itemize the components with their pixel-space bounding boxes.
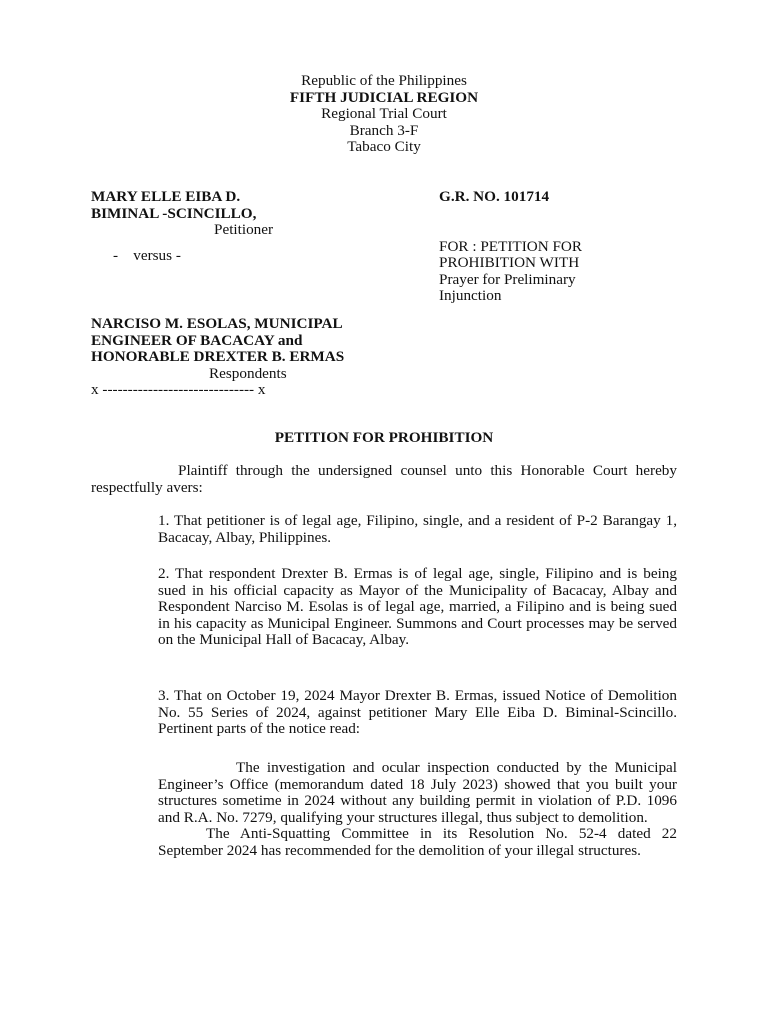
case-nature-line3: Prayer for Preliminary xyxy=(439,270,576,288)
petitioner-role: Petitioner xyxy=(214,221,274,239)
caption-separator: x ------------------------------ x xyxy=(91,381,266,399)
quote-paragraph-1: The investigation and ocular inspection conducted by the Municipal Engineer’s Office (memorandum dated 18 July 2023) showed that you built your structures sometime in 2024 without any building permit in violation of P.D. 1096 and R.A. No. 7279, qualifying your structures illegal, thus subject to demolition. xyxy=(158,759,677,826)
paragraph-1: 1. That petitioner is of legal age, Filipino, single, and a resident of P-2 Barangay 1, Bacacay, Albay, Philippines. xyxy=(158,512,677,546)
respondent-line3: HONORABLE DREXTER B. ERMAS xyxy=(91,348,345,366)
header-republic: Republic of the Philippines xyxy=(301,72,467,89)
case-nature-line4: Injunction xyxy=(439,287,502,305)
petitioner-name-line1: MARY ELLE EIBA D. xyxy=(91,188,241,205)
paragraph-2: 2. That respondent Drexter B. Ermas is of legal age, single, Filipino and is being sued in his official capacity as Mayor of the Municipality of Bacacay, Albay and Respondent Narciso M. Esolas is of legal age, married, a Filipino and is being sued in his capacity as Municipal Engineer. Summons and Court processes may be served on the Municipal Hall of Bacacay, Albay. xyxy=(158,565,677,649)
respondent-line1: NARCISO M. ESOLAS, MUNICIPAL xyxy=(91,315,343,332)
case-number: G.R. NO. 101714 xyxy=(439,188,550,205)
header-region: FIFTH JUDICIAL REGION xyxy=(289,88,479,106)
caption-petitioner-block xyxy=(91,189,411,264)
case-nature-line1: FOR : PETITION FOR xyxy=(439,237,583,255)
document-title: PETITION FOR PROHIBITION xyxy=(274,429,494,446)
caption-case-block xyxy=(439,189,739,305)
intro-text: Plaintiff through the undersigned counsel unto this Honorable Court hereby respectfully avers: xyxy=(91,462,677,496)
respondent-line2: ENGINEER OF BACACAY and xyxy=(91,331,303,349)
case-nature-line2: PROHIBITION WITH xyxy=(439,254,580,272)
court-header xyxy=(0,73,768,156)
header-city: Tabaco City xyxy=(347,138,421,155)
quote-paragraph-2: The Anti-Squatting Committee in its Resolution No. 52-4 dated 22 September 2024 has recommended for the demolition of your illegal structures. xyxy=(158,825,677,859)
quoted-notice xyxy=(158,760,677,860)
intro-paragraph xyxy=(91,463,677,496)
header-court: Regional Trial Court xyxy=(321,105,447,122)
versus-label: - versus - xyxy=(113,246,181,264)
respondent-role: Respondents xyxy=(209,364,287,382)
header-branch: Branch 3-F xyxy=(349,121,419,139)
petitioner-name-line2: BIMINAL -SCINCILLO, xyxy=(91,204,257,222)
paragraph-3: 3. That on October 19, 2024 Mayor Drexter B. Ermas, issued Notice of Demolition No. 55 Series of 2024, against petitioner Mary Elle Eiba D. Biminal-Scincillo. Pertinent parts of the notice read: xyxy=(158,687,677,738)
caption-respondents-block xyxy=(91,316,421,399)
